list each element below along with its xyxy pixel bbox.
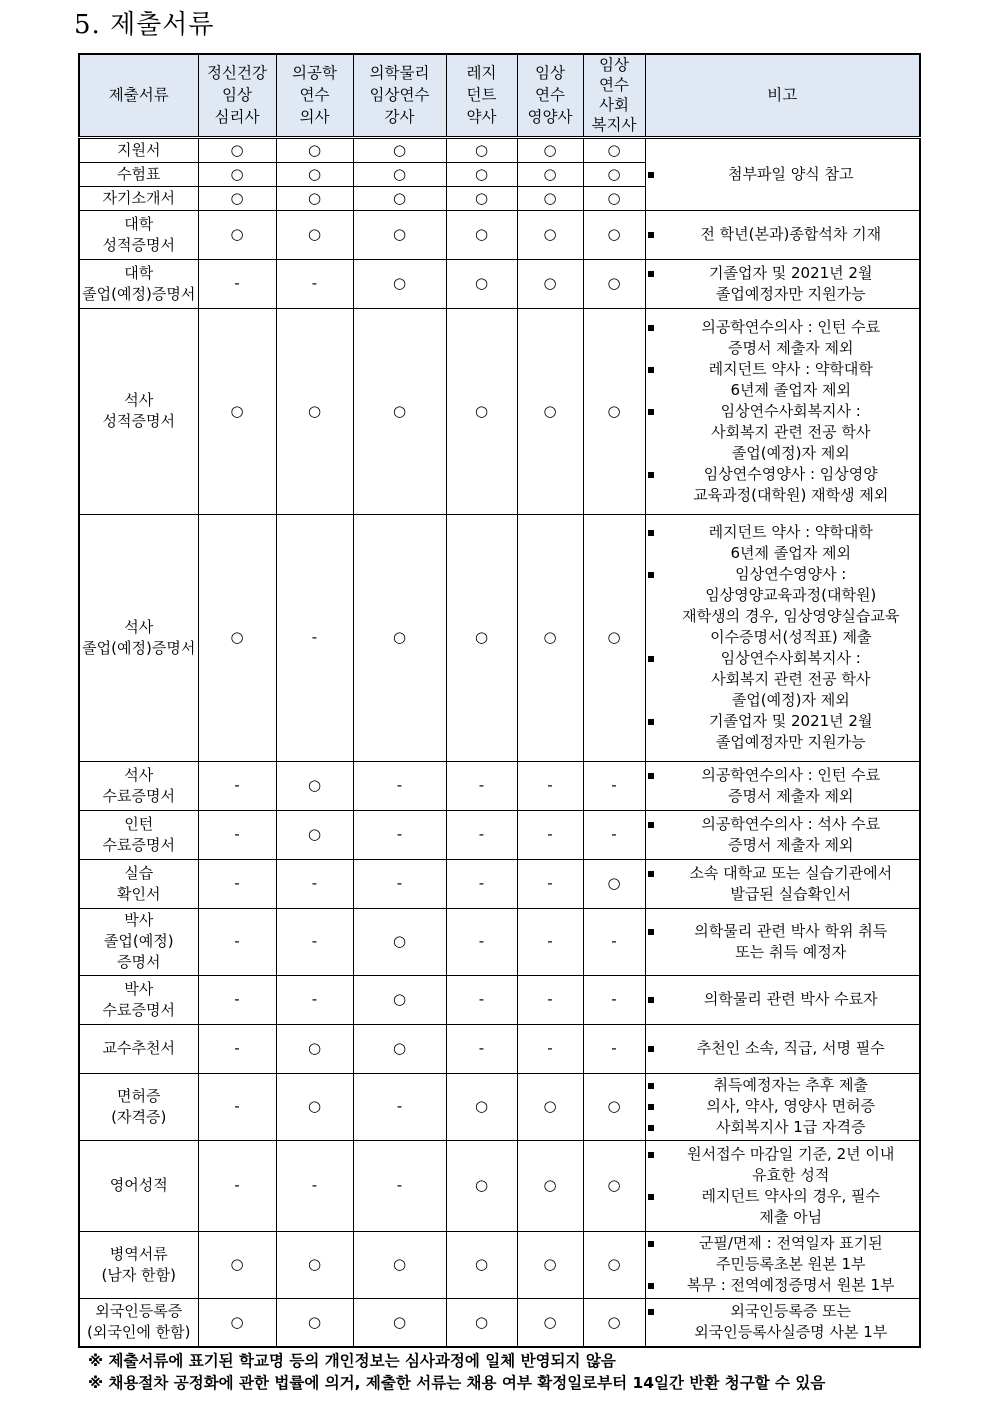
remark-text: 의공학연수의사 : 인턴 수료 증명서 제출자 제외: [701, 765, 881, 805]
required-mark: ○: [517, 137, 583, 162]
required-mark: ○: [517, 1231, 583, 1298]
remarks-cell: [645, 1073, 920, 1140]
required-mark: ○: [276, 210, 353, 259]
square-bullet-icon: [648, 997, 654, 1003]
required-mark: ○: [353, 975, 446, 1024]
required-mark: ○: [276, 1073, 353, 1140]
header-clinical-dietitian: [517, 54, 583, 137]
document-name: 실습 확인서: [117, 863, 161, 903]
remarks-cell: [645, 514, 920, 761]
square-bullet-icon: [648, 1125, 654, 1131]
not-required-mark: -: [276, 259, 353, 308]
table-row: [79, 1140, 920, 1231]
remark-item: [646, 1117, 920, 1138]
not-required-mark: -: [353, 1140, 446, 1231]
required-mark: ○: [276, 1298, 353, 1347]
remark-text: 임상연수사회복지사 : 사회복지 관련 전공 학사 졸업(예정)자 제외: [711, 649, 871, 709]
not-required-mark: -: [353, 859, 446, 908]
document-name: 지원서: [117, 140, 161, 159]
header-text: 의학물리 임상연수 강사: [369, 64, 430, 127]
required-mark: ○: [353, 162, 446, 186]
not-required-mark: -: [353, 810, 446, 859]
required-mark: ○: [276, 1231, 353, 1298]
remark-text: 레지던트 약사 : 약학대학 6년제 졸업자 제외: [708, 523, 873, 562]
required-mark: ○: [517, 162, 583, 186]
table-row: [79, 259, 920, 308]
not-required-mark: -: [446, 908, 517, 975]
table-row: [79, 514, 920, 761]
required-mark: ○: [583, 162, 645, 186]
required-mark: ○: [353, 1298, 446, 1347]
document-name-cell: [79, 1024, 198, 1073]
section-title: 5. 제출서류: [74, 10, 215, 40]
table-row: [79, 761, 920, 810]
remark-text: 의학물리 관련 박사 수료자: [703, 990, 878, 1008]
required-mark: ○: [276, 162, 353, 186]
document-name-cell: [79, 210, 198, 259]
not-required-mark: -: [517, 859, 583, 908]
remark-text: 임상연수영양사 : 임상영양 교육과정(대학원) 재학생 제외: [693, 464, 889, 504]
required-mark: ○: [583, 137, 645, 162]
remark-text: 추천인 소속, 직급, 서명 필수: [696, 1039, 885, 1057]
remarks-cell: [645, 1298, 920, 1347]
remark-text: 취득예정자는 추후 제출: [713, 1076, 868, 1094]
remarks-cell: [645, 859, 920, 908]
remark-item: [646, 921, 920, 963]
document-name: 자기소개서: [102, 188, 175, 207]
square-bullet-icon: [648, 572, 654, 578]
remark-text: 복무 : 전역예정증명서 원본 1부: [686, 1276, 895, 1294]
remark-text: 기졸업자 및 2021년 2월 졸업예정자만 지원가능: [709, 712, 873, 751]
required-mark: ○: [353, 1024, 446, 1073]
header-text: 임상 연수 사회 복지사: [591, 56, 637, 135]
required-mark: ○: [353, 186, 446, 210]
document-name: 석사 성적증명서: [102, 391, 175, 430]
square-bullet-icon: [648, 271, 654, 277]
required-mark: ○: [583, 210, 645, 259]
remark-text: 의공학연수의사 : 석사 수료 증명서 제출자 제외: [701, 814, 881, 854]
required-mark: ○: [517, 308, 583, 514]
not-required-mark: -: [583, 761, 645, 810]
required-mark: ○: [446, 162, 517, 186]
not-required-mark: -: [353, 761, 446, 810]
square-bullet-icon: [648, 719, 654, 725]
required-mark: ○: [353, 259, 446, 308]
table-row: [79, 137, 920, 162]
required-mark: ○: [276, 137, 353, 162]
not-required-mark: -: [198, 1024, 276, 1073]
remarks-cell: [645, 1024, 920, 1073]
remarks-cell: [645, 137, 920, 210]
required-mark: ○: [446, 514, 517, 761]
required-mark: ○: [446, 210, 517, 259]
header-document: 제출서류: [79, 54, 198, 137]
remark-item: [646, 522, 920, 564]
document-name: 박사 수료증명서: [102, 979, 175, 1019]
remark-item: [646, 765, 920, 807]
not-required-mark: -: [583, 1024, 645, 1073]
not-required-mark: -: [198, 975, 276, 1024]
header-biomedical-physician: [276, 54, 353, 137]
document-name-cell: [79, 162, 198, 186]
document-name-cell: [79, 859, 198, 908]
not-required-mark: -: [198, 810, 276, 859]
not-required-mark: -: [198, 259, 276, 308]
table-row: [79, 908, 920, 975]
not-required-mark: -: [276, 514, 353, 761]
remarks-cell: [645, 761, 920, 810]
square-bullet-icon: [648, 1104, 654, 1110]
remark-item: [646, 359, 920, 401]
remark-text: 임상연수영양사 : 임상영양교육과정(대학원) 재학생의 경우, 임상영양실습교육 이수증명서(성적표) 제출: [682, 565, 900, 646]
square-bullet-icon: [648, 530, 654, 536]
document-name: 외국인등록증 (외국인에 한함): [87, 1302, 191, 1342]
square-bullet-icon: [648, 172, 654, 178]
document-name: 교수추천서: [102, 1039, 175, 1057]
required-mark: ○: [198, 1298, 276, 1347]
remark-text: 의사, 약사, 영양사 면허증: [706, 1097, 876, 1115]
required-mark: ○: [517, 514, 583, 761]
not-required-mark: -: [517, 761, 583, 810]
table-row: [79, 1024, 920, 1073]
required-mark: ○: [583, 859, 645, 908]
required-mark: ○: [583, 514, 645, 761]
header-clinical-psychologist: [198, 54, 276, 137]
square-bullet-icon: [648, 656, 654, 662]
remark-text: 사회복지사 1급 자격증: [716, 1118, 866, 1136]
required-mark: ○: [198, 186, 276, 210]
table-row: [79, 1073, 920, 1140]
required-mark: ○: [276, 761, 353, 810]
document-name: 인턴 수료증명서: [102, 814, 175, 854]
remarks-cell: [645, 1140, 920, 1231]
document-name-cell: [79, 186, 198, 210]
required-mark: ○: [446, 308, 517, 514]
required-mark: ○: [198, 162, 276, 186]
required-mark: ○: [583, 1231, 645, 1298]
footnote-privacy: ※ 제출서류에 표기된 학교명 등의 개인정보는 심사과정에 일체 반영되지 않음: [88, 1352, 616, 1370]
remark-text: 외국인등록증 또는 외국인등록사실증명 사본 1부: [694, 1302, 888, 1342]
not-required-mark: -: [446, 1024, 517, 1073]
document-name-cell: [79, 975, 198, 1024]
not-required-mark: -: [198, 1073, 276, 1140]
table-body: [79, 137, 920, 1347]
square-bullet-icon: [648, 929, 654, 935]
square-bullet-icon: [648, 472, 654, 478]
required-mark: ○: [517, 259, 583, 308]
not-required-mark: -: [198, 761, 276, 810]
table-row: [79, 308, 920, 514]
header-medical-physics: [353, 54, 446, 137]
document-name-cell: [79, 810, 198, 859]
remarks-cell: [645, 1231, 920, 1298]
remark-item: [646, 564, 920, 648]
square-bullet-icon: [648, 232, 654, 238]
document-name: 석사 졸업(예정)증명서: [82, 617, 196, 657]
table-row: [79, 1231, 920, 1298]
table-row: [79, 210, 920, 259]
document-name-cell: [79, 514, 198, 761]
remarks-cell: [645, 975, 920, 1024]
required-mark: ○: [517, 186, 583, 210]
required-mark: ○: [517, 1140, 583, 1231]
document-name: 박사 졸업(예정) 증명서: [103, 911, 174, 971]
square-bullet-icon: [648, 773, 654, 779]
not-required-mark: -: [198, 859, 276, 908]
square-bullet-icon: [648, 1046, 654, 1052]
document-name: 영어성적: [109, 1176, 168, 1194]
required-mark: ○: [353, 1231, 446, 1298]
remark-item: [646, 1038, 920, 1059]
remark-text: 전 학년(본과)종합석차 기재: [700, 225, 882, 243]
not-required-mark: -: [446, 975, 517, 1024]
required-mark: ○: [198, 308, 276, 514]
document-name-cell: [79, 1140, 198, 1231]
remarks-cell: [645, 810, 920, 859]
remark-text: 원서접수 마감일 기준, 2년 이내 유효한 성적: [687, 1144, 895, 1184]
required-mark: ○: [353, 210, 446, 259]
document-name: 대학 성적증명서: [102, 214, 175, 254]
document-name: 석사 수료증명서: [102, 765, 175, 805]
table-row: [79, 975, 920, 1024]
document-name: 면허증 (자격증): [111, 1086, 167, 1126]
not-required-mark: -: [198, 1140, 276, 1231]
not-required-mark: -: [583, 810, 645, 859]
remark-item: [646, 1186, 920, 1228]
header-row: [79, 54, 920, 137]
remark-text: 군필/면제 : 전역일자 표기된 주민등록초본 원본 1부: [698, 1234, 883, 1273]
required-mark: ○: [353, 308, 446, 514]
header-text: 임상 연수 영양사: [527, 64, 573, 127]
remark-text: 의공학연수의사 : 인턴 수료 증명서 제출자 제외: [701, 317, 881, 357]
remark-text: 소속 대학교 또는 실습기관에서 발급된 실습확인서: [689, 863, 893, 903]
square-bullet-icon: [648, 1194, 654, 1200]
not-required-mark: -: [517, 1024, 583, 1073]
document-name-cell: [79, 1231, 198, 1298]
document-name-cell: [79, 761, 198, 810]
required-mark: ○: [353, 137, 446, 162]
header-text: 정신건강 임상 심리사: [207, 64, 267, 127]
required-mark: ○: [446, 1140, 517, 1231]
document-name-cell: [79, 308, 198, 514]
table-row: [79, 1298, 920, 1347]
document-name: 병역서류 (남자 한함): [101, 1244, 176, 1284]
required-mark: ○: [446, 137, 517, 162]
square-bullet-icon: [648, 409, 654, 415]
required-mark: ○: [198, 514, 276, 761]
required-documents-table: [78, 53, 921, 1348]
remarks-cell: [645, 308, 920, 514]
remark-item: [646, 1301, 920, 1343]
square-bullet-icon: [648, 1083, 654, 1089]
not-required-mark: -: [276, 1140, 353, 1231]
document-name: 수험표: [117, 164, 161, 183]
not-required-mark: -: [446, 859, 517, 908]
remark-item: [646, 863, 920, 905]
document-name-cell: [79, 1073, 198, 1140]
not-required-mark: -: [276, 975, 353, 1024]
remark-item: [646, 814, 920, 856]
remark-text: 레지던트 약사 : 약학대학 6년제 졸업자 제외: [708, 359, 873, 399]
remark-item: [646, 164, 920, 185]
not-required-mark: -: [517, 908, 583, 975]
remark-item: [646, 1233, 920, 1275]
remarks-cell: [645, 210, 920, 259]
square-bullet-icon: [648, 1309, 654, 1315]
remark-item: [646, 648, 920, 711]
square-bullet-icon: [648, 1283, 654, 1289]
required-mark: ○: [517, 1298, 583, 1347]
not-required-mark: -: [517, 975, 583, 1024]
document-name-cell: [79, 137, 198, 162]
remark-item: [646, 464, 920, 506]
remark-text: 레지던트 약사의 경우, 필수 제출 아님: [701, 1186, 880, 1226]
remark-text: 의학물리 관련 박사 학위 취득 또는 취득 예정자: [694, 921, 888, 961]
document-name-cell: [79, 259, 198, 308]
required-mark: ○: [583, 308, 645, 514]
remark-item: [646, 711, 920, 753]
document-name-cell: [79, 908, 198, 975]
header-resident-pharmacist: [446, 54, 517, 137]
required-mark: ○: [583, 1298, 645, 1347]
required-mark: ○: [198, 210, 276, 259]
remark-item: [646, 1096, 920, 1117]
not-required-mark: -: [198, 908, 276, 975]
required-mark: ○: [517, 1073, 583, 1140]
required-mark: ○: [353, 514, 446, 761]
remark-item: [646, 1144, 920, 1186]
required-mark: ○: [446, 186, 517, 210]
required-mark: ○: [276, 1024, 353, 1073]
required-mark: ○: [198, 137, 276, 162]
not-required-mark: -: [583, 975, 645, 1024]
table-row: [79, 810, 920, 859]
not-required-mark: -: [446, 761, 517, 810]
remark-item: [646, 989, 920, 1010]
square-bullet-icon: [648, 367, 654, 373]
remark-item: [646, 1275, 920, 1296]
square-bullet-icon: [648, 1241, 654, 1247]
remark-item: [646, 263, 920, 305]
remark-text: 임상연수사회복지사 : 사회복지 관련 전공 학사 졸업(예정)자 제외: [711, 401, 871, 462]
square-bullet-icon: [648, 871, 654, 877]
remarks-cell: [645, 259, 920, 308]
square-bullet-icon: [648, 822, 654, 828]
required-mark: ○: [353, 908, 446, 975]
required-mark: ○: [276, 810, 353, 859]
remark-text: 첨부파일 양식 참고: [728, 164, 854, 183]
required-mark: ○: [446, 1073, 517, 1140]
remark-item: [646, 401, 920, 464]
required-mark: ○: [583, 186, 645, 210]
header-remarks: 비고: [645, 54, 920, 137]
square-bullet-icon: [648, 1152, 654, 1158]
required-mark: ○: [446, 259, 517, 308]
remark-item: [646, 224, 920, 245]
required-mark: ○: [198, 1231, 276, 1298]
not-required-mark: -: [276, 859, 353, 908]
not-required-mark: -: [583, 908, 645, 975]
required-mark: ○: [517, 210, 583, 259]
footnote-return-request: ※ 채용절차 공정화에 관한 법률에 의거, 제출한 서류는 채용 여부 확정일로부터 14일간 반환 청구할 수 있음: [88, 1374, 826, 1392]
remarks-cell: [645, 908, 920, 975]
required-mark: ○: [276, 308, 353, 514]
required-mark: ○: [276, 186, 353, 210]
square-bullet-icon: [648, 325, 654, 331]
required-mark: ○: [583, 1140, 645, 1231]
table-row: [79, 859, 920, 908]
header-text: 레지 던트 약사: [466, 64, 497, 127]
remark-item: [646, 1075, 920, 1096]
not-required-mark: -: [517, 810, 583, 859]
document-name: 대학 졸업(예정)증명서: [82, 263, 196, 303]
required-mark: ○: [446, 1231, 517, 1298]
not-required-mark: -: [276, 908, 353, 975]
not-required-mark: -: [353, 1073, 446, 1140]
required-mark: ○: [583, 259, 645, 308]
remark-item: [646, 317, 920, 359]
header-clinical-social-worker: [583, 54, 645, 137]
not-required-mark: -: [446, 810, 517, 859]
document-name-cell: [79, 1298, 198, 1347]
remark-text: 기졸업자 및 2021년 2월 졸업예정자만 지원가능: [709, 263, 873, 303]
required-mark: ○: [446, 1298, 517, 1347]
required-mark: ○: [583, 1073, 645, 1140]
header-text: 의공학 연수 의사: [292, 64, 337, 127]
